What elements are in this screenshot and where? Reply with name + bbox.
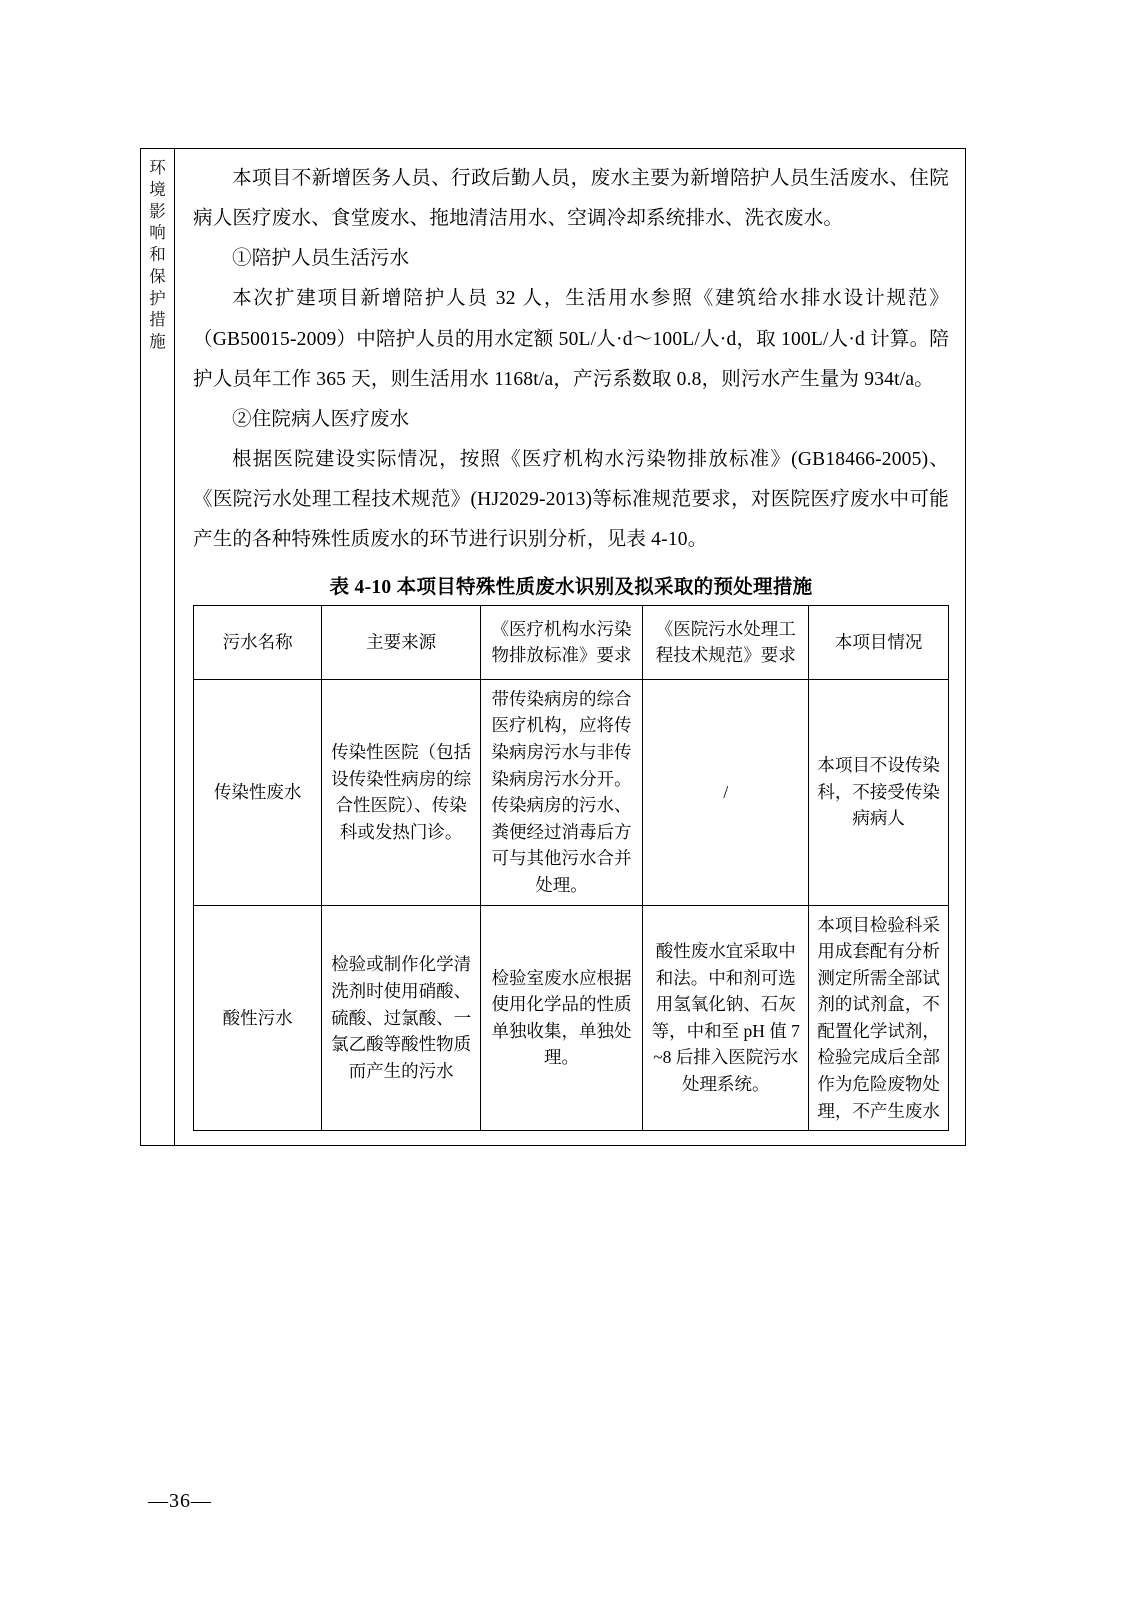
table-header-cell: 污水名称 — [194, 605, 322, 679]
side-label-char: 影 — [149, 201, 166, 221]
document-frame — [140, 148, 966, 1146]
table-row — [194, 679, 949, 905]
special-wastewater-table — [193, 605, 949, 1132]
page-number: —36— — [148, 1490, 212, 1512]
table-header-cell: 《医疗机构水污染物排放标准》要求 — [480, 605, 642, 679]
table-header-cell: 主要来源 — [322, 605, 481, 679]
table-title: 表 4-10 本项目特殊性质废水识别及拟采取的预处理措施 — [329, 576, 813, 598]
cell-discharge-standard: 带传染病房的综合医疗机构，应将传染病房污水与非传染病房污水分开。传染病房的污水、粪便经过消毒后方可与其他污水合并处理。 — [480, 679, 642, 905]
cell-main-source: 检验或制作化学清洗剂时使用硝酸、硫酸、过氯酸、一氯乙酸等酸性物质而产生的污水 — [322, 905, 481, 1131]
side-label-char: 响 — [149, 223, 166, 243]
table-header-cell: 本项目情况 — [809, 605, 949, 679]
side-label-char: 措 — [149, 310, 166, 330]
cell-technical-spec: 酸性废水宜采取中和法。中和剂可选用氢氧化钠、石灰等，中和至 pH 值 7~8 后排入医院污水处理系统。 — [643, 905, 809, 1131]
side-label-char: 护 — [149, 288, 166, 308]
cell-wastewater-name: 酸性污水 — [194, 905, 322, 1131]
side-label-char: 保 — [149, 266, 166, 286]
table-header-cell: 《医院污水处理工程技术规范》要求 — [643, 605, 809, 679]
section-side-label — [141, 149, 175, 1145]
paragraph-heading-medical-wastewater: ②住院病人医疗废水 — [232, 408, 410, 430]
paragraph-heading-domestic-sewage: ①陪护人员生活污水 — [232, 248, 410, 270]
side-label-char: 环 — [149, 158, 166, 177]
cell-wastewater-name: 传染性废水 — [194, 679, 322, 905]
paragraph-wastewater-overview: 本项目不新增医务人员、行政后勤人员，废水主要为新增陪护人员生活废水、住院病人医疗废水、食堂废水、拖地清洁用水、空调冷却系统排水、洗衣废水。 — [193, 168, 949, 230]
side-label-char: 和 — [149, 245, 166, 265]
cell-main-source: 传染性医院（包括设传染性病房的综合性医院）、传染科或发热门诊。 — [322, 679, 481, 905]
side-label-char: 境 — [149, 179, 166, 199]
cell-technical-spec: / — [643, 679, 809, 905]
cell-project-status: 本项目不设传染科，不接受传染病病人 — [809, 679, 949, 905]
document-content — [175, 149, 965, 1145]
cell-project-status: 本项目检验科采用成套配有分析测定所需全部试剂的试剂盒，不配置化学试剂，检验完成后全部作为危险废物处理，不产生废水 — [809, 905, 949, 1131]
paragraph-medical-wastewater-standards: 根据医院建设实际情况，按照《医疗机构水污染物排放标准》(GB18466-2005)、《医院污水处理工程技术规范》(HJ2029-2013)等标准规范要求，对医院医疗废水中可能产生的各种特殊性质废水的环节进行识别分析，见表 4-10。 — [193, 449, 949, 551]
paragraph-domestic-sewage-calc: 本次扩建项目新增陪护人员 32 人，生活用水参照《建筑给水排水设计规范》（GB50015-2009）中陪护人员的用水定额 50L/人·d～100L/人·d，取 100L/人·d 计算。陪护人员年工作 365 天，则生活用水 1168t/a，产污系数取 0.8，则污水产生量为 934t/a。 — [193, 288, 949, 390]
cell-discharge-standard: 检验室废水应根据使用化学品的性质单独收集，单独处理。 — [480, 905, 642, 1131]
side-label-char: 施 — [149, 332, 166, 352]
table-row — [194, 905, 949, 1131]
table-header-row — [194, 605, 949, 679]
